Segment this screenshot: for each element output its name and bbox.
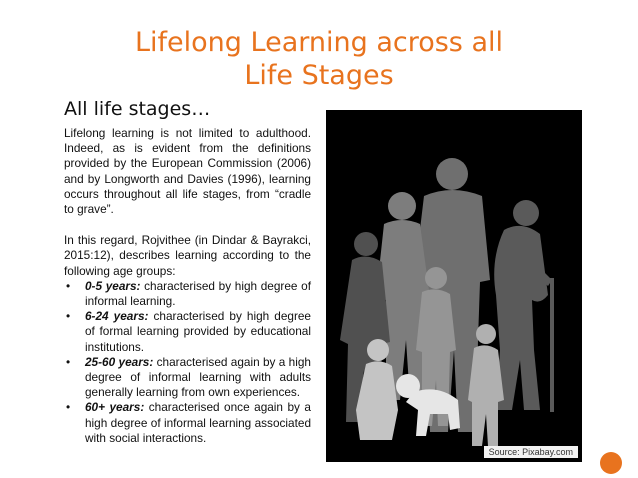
- slide-title: [60, 26, 578, 92]
- age-range-description: characterised by high degree of formal learning provided by educational institutions.: [85, 309, 311, 354]
- age-range-label: 60+ years:: [85, 400, 145, 415]
- life-stages-silhouette-image: [326, 110, 582, 462]
- image-source-caption: Source: Pixabay.com: [484, 446, 578, 458]
- age-range-label: 25-60 years:: [85, 354, 154, 369]
- intro-paragraph: Lifelong learning is not limited to adulthood. Indeed, as is evident from the definitions provided by the European Commission (2006) and by Longworth and Davies (1996), learning occurs throughout all life stages, from “cradle to grave”.: [64, 126, 311, 217]
- title-line-2: Life Stages: [244, 60, 394, 91]
- body-text: [64, 126, 311, 446]
- bullet-marker: •: [66, 400, 71, 415]
- list-item: [64, 279, 311, 309]
- list-item: [64, 355, 311, 401]
- bullet-marker: •: [66, 309, 71, 324]
- silhouettes-graphic: [326, 110, 582, 462]
- title-line-1: Lifelong Learning across all: [135, 27, 503, 58]
- decorative-orange-circle: [600, 452, 622, 474]
- age-range-description: characterised once again by a high degree of informal learning associated with social interactions.: [85, 400, 311, 445]
- age-groups-intro-paragraph: In this regard, Rojvithee (in Dindar & Bayrakci, 2015:12), describes learning according to the following age groups:: [64, 233, 311, 278]
- age-range-description: characterised again by a high degree of informal learning with adults generally learning from own experiences.: [85, 354, 311, 400]
- age-range-label: 0-5 years:: [85, 278, 141, 293]
- list-item: [64, 309, 311, 355]
- bullet-marker: •: [66, 278, 71, 293]
- list-item: [64, 400, 311, 446]
- age-range-description: characterised by high degree of informal learning.: [85, 278, 311, 309]
- age-range-label: 6-24 years:: [85, 309, 149, 324]
- age-group-list: [64, 279, 311, 446]
- bullet-marker: •: [66, 354, 71, 369]
- section-subheading: All life stages…: [64, 98, 211, 120]
